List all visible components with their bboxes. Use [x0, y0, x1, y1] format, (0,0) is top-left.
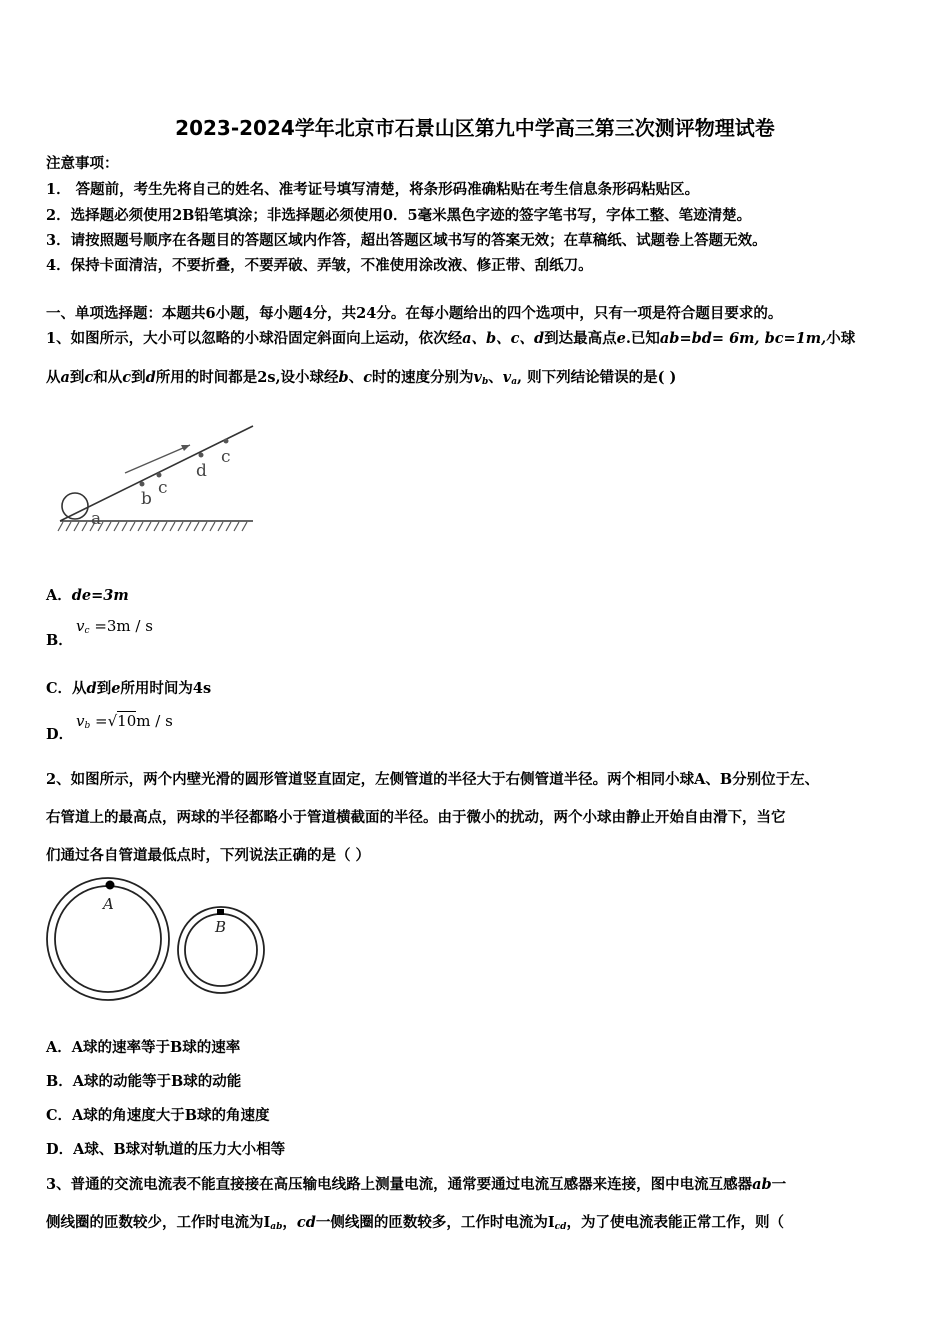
q1-given: ab=bd= 6m, bc=1m, — [659, 330, 827, 347]
q1-subscript: b — [481, 377, 489, 387]
q1-stem-line1 — [46, 327, 855, 348]
q1-text: 、 — [488, 369, 503, 386]
formula-eq: = — [95, 712, 108, 730]
notice-heading: 注意事项： — [46, 155, 119, 172]
sqrt-sign: √ — [107, 712, 118, 730]
fig-label: d — [196, 461, 207, 481]
q3-subscript: ab — [270, 1222, 283, 1232]
q1-point-e: e — [616, 330, 626, 347]
q3-subscript: cd — [554, 1222, 567, 1232]
page-title: 2023-2024学年北京市石景山区第九中学高三第三次测评物理试卷 — [175, 116, 775, 140]
q3-text: ，为了使电流表能正常工作，则（ — [566, 1214, 784, 1231]
q3-var: cd — [296, 1214, 316, 1231]
fig-label: c — [221, 447, 231, 467]
option-var: e — [111, 680, 121, 697]
q2-option-d: D．A球、B球对轨道的压力大小相等 — [46, 1141, 286, 1158]
q1-text: .已知 — [625, 330, 660, 347]
formula-radicand: 10 — [117, 712, 137, 730]
q1-text: 到达最高点 — [544, 330, 617, 347]
q2-option-b: B．A球的动能等于B球的动能 — [46, 1073, 242, 1090]
notice-item: 3．请按照题号顺序在各题目的答题区域内作答，超出答题区域书写的答案无效；在草稿纸、试题卷上答题无效。 — [46, 232, 767, 249]
q1-option-b-formula — [76, 617, 153, 636]
fig-label: A — [103, 895, 114, 913]
q1-option-b-label: B． — [46, 632, 73, 649]
q1-option-d-label: D． — [46, 726, 74, 743]
q3-text: 一侧线圈的匝数较多，工作时电流为I — [315, 1214, 555, 1231]
q1-var: c — [122, 369, 132, 386]
q1-points: a、b、c、d — [462, 330, 545, 347]
q3-text: 侧线圈的匝数较少，工作时电流为I — [46, 1214, 271, 1231]
formula-subscript: b — [84, 721, 91, 731]
q1-option-a — [46, 584, 129, 605]
q2-tubes-figure — [42, 876, 272, 1006]
q2-option-c: C．A球的角速度大于B球的角速度 — [46, 1107, 270, 1124]
q2-stem-line: 右管道上的最高点，两球的半径都略小于管道横截面的半径。由于微小的扰动，两个小球由静止开始自由滑下，当它 — [46, 809, 786, 826]
formula-subscript: c — [84, 626, 90, 636]
q3-var: ab — [752, 1176, 772, 1193]
q1-var: v — [502, 369, 512, 386]
q1-var: d — [145, 369, 156, 386]
q1-var: v — [473, 369, 482, 386]
q1-text: 所用的时间都是2s,设小球经 — [155, 369, 339, 386]
formula-var: v — [76, 617, 85, 635]
q1-text: , 则下列结论错误的是( ) — [517, 369, 677, 386]
option-var: d — [86, 680, 97, 697]
q1-option-d-formula — [76, 712, 173, 731]
notice-item: 2．选择题必须使用2B铅笔填涂；非选择题必须使用0．5毫米黑色字迹的签字笔书写，字体工整、笔迹清楚。 — [46, 207, 752, 224]
q1-var: b — [338, 369, 349, 386]
notice-item: 4．保持卡面清洁，不要折叠，不要弄破、弄皱，不准使用涂改液、修正带、刮纸刀。 — [46, 257, 593, 274]
q1-text: 、 — [348, 369, 364, 386]
option-text: 到 — [96, 680, 112, 697]
option-label: C．从 — [46, 680, 87, 697]
fig-label: c — [158, 478, 168, 498]
fig-label: b — [141, 489, 152, 509]
q3-text: ， — [282, 1214, 297, 1231]
fig-label: B — [215, 918, 227, 936]
q1-var: c — [84, 369, 94, 386]
q1-text: 和从 — [93, 369, 123, 386]
notice-item: 1． 答题前，考生先将自己的姓名、准考证号填写清楚，将条形码准确粘贴在考生信息条形码粘贴区。 — [46, 181, 700, 198]
q1-var: c — [363, 369, 373, 386]
q1-incline-figure — [55, 418, 265, 543]
option-text: 所用时间为4s — [120, 680, 212, 697]
option-label: A． — [46, 587, 72, 604]
q2-stem-line: 们通过各自管道最低点时，下列说法正确的是（ ） — [46, 847, 371, 864]
q1-text: 小球 — [826, 330, 856, 347]
q3-text: 3、普通的交流电流表不能直接接在高压输电线路上测量电流，通常要通过电流互感器来连接，图中电流互感器 — [46, 1176, 753, 1193]
q3-stem-line2 — [46, 1211, 784, 1232]
q1-text: 到 — [69, 369, 85, 386]
q2-stem-line: 2、如图所示，两个内壁光滑的圆形管道竖直固定，左侧管道的半径大于右侧管道半径。两个相同小球A、B分别位于左、 — [46, 771, 820, 788]
section-heading: 一、单项选择题：本题共6小题，每小题4分，共24分。在每小题给出的四个选项中，只有一项是符合题目要求的。 — [46, 305, 783, 322]
formula-unit: m / s — [136, 712, 173, 730]
option-text: de=3m — [71, 587, 129, 604]
q1-subscript: a — [511, 377, 518, 387]
q1-text: 到 — [131, 369, 146, 386]
formula-var: v — [76, 712, 85, 730]
formula-value: =3m / s — [94, 617, 153, 635]
q3-text: 一 — [771, 1176, 787, 1193]
fig-label: a — [91, 509, 102, 529]
q2-option-a: A．A球的速率等于B球的速率 — [46, 1039, 241, 1056]
q1-text: 从 — [46, 369, 61, 386]
q1-option-c — [46, 677, 211, 698]
q1-var: a — [60, 369, 70, 386]
q1-text: 时的速度分别为 — [372, 369, 474, 386]
q1-stem-line2 — [46, 366, 676, 387]
q3-stem-line1 — [46, 1173, 786, 1194]
q1-text: 1、如图所示，大小可以忽略的小球沿固定斜面向上运动，依次经 — [46, 330, 463, 347]
